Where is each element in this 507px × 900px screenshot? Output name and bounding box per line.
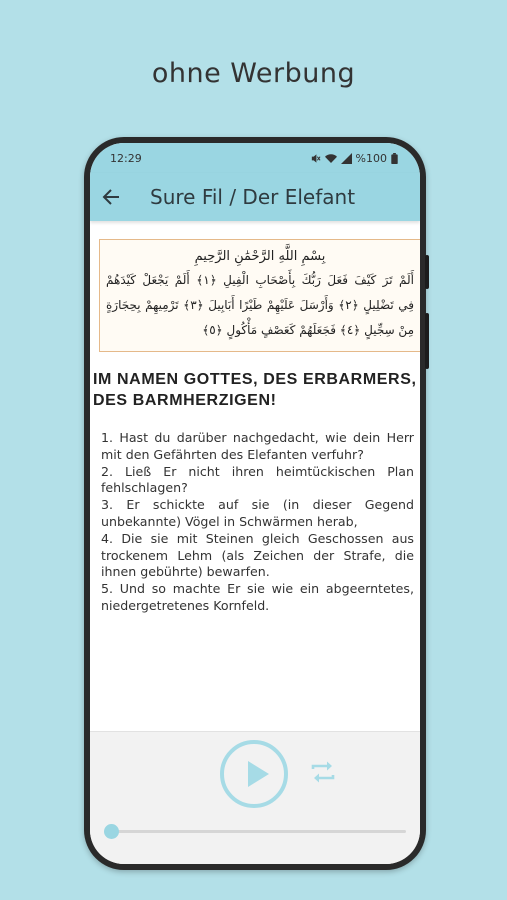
- verse-5: 5. Und so machte Er sie wie ein abgeerntetes, niedergetretenes Kornfeld.: [101, 581, 414, 613]
- verse-4: 4. Die sie mit Steinen gleich Geschossen aus trockenem Lehm (als Zeichen der Strafe, die ihnen gebührte) bewarfen.: [101, 530, 414, 580]
- arabic-text-box: [99, 239, 420, 352]
- phone-frame: [84, 137, 426, 870]
- status-bar: [90, 143, 420, 173]
- verse-3: 3. Er schickte auf sie (in dieser Gegend unbekannte) Vögel in Schwärmen herab,: [101, 497, 414, 529]
- verse-2: 2. Ließ Er nicht ihren heimtückischen Plan fehlschlagen?: [101, 463, 414, 496]
- arabic-line-2: فِي تَضْلِيلٍ ﴿٢﴾ وَأَرْسَلَ عَلَيْهِمْ طَيْرًا أَبَابِيلَ ﴿٣﴾ تَرْمِيهِمْ بِحِجَارَةٍ: [106, 298, 415, 312]
- repeat-icon[interactable]: [308, 757, 338, 787]
- battery-icon: [391, 153, 398, 164]
- progress-track[interactable]: [108, 830, 406, 833]
- arabic-line-3: مِنْ سِجِّيلٍ ﴿٤﴾ فَجَعَلَهُمْ كَعَصْفٍ مَأْكُولٍ ﴿٥﴾: [202, 323, 414, 337]
- content-area[interactable]: [90, 221, 420, 731]
- progress-knob[interactable]: [104, 824, 119, 839]
- play-icon: [248, 761, 269, 787]
- status-time: 12:29: [110, 151, 142, 165]
- power-button: [425, 313, 429, 369]
- basmala: بِسْمِ اللَّهِ الرَّحْمَٰنِ الرَّحِيمِ: [194, 249, 326, 264]
- play-button[interactable]: [220, 740, 288, 808]
- page-title: Sure Fil / Der Elefant: [150, 185, 356, 209]
- wifi-icon: [325, 153, 337, 164]
- translation-text: [101, 430, 414, 615]
- audio-player: [90, 731, 420, 864]
- mute-icon: [310, 153, 321, 164]
- status-icons: [310, 152, 398, 165]
- arabic-line-1: أَلَمْ تَرَ كَيْفَ فَعَلَ رَبُّكَ بِأَصْحَابِ الْفِيلِ ﴿١﴾ أَلَمْ يَجْعَلْ كَيْدَهُمْ: [106, 273, 414, 287]
- verse-1: 1. Hast du darüber nachgedacht, wie dein Herr mit den Gefährten des Elefanten verfuhr?: [101, 430, 414, 462]
- volume-button: [425, 255, 429, 289]
- arrow-left-icon[interactable]: [102, 186, 124, 208]
- battery-text: %100: [355, 151, 387, 165]
- signal-icon: [341, 153, 352, 164]
- translation-heading: IM NAMEN GOTTES, DES ERBARMERS, DES BARMHERZIGEN!: [93, 371, 417, 409]
- promo-title: ohne Werbung: [151, 58, 356, 89]
- app-screen: [90, 143, 420, 864]
- app-toolbar: [90, 173, 420, 221]
